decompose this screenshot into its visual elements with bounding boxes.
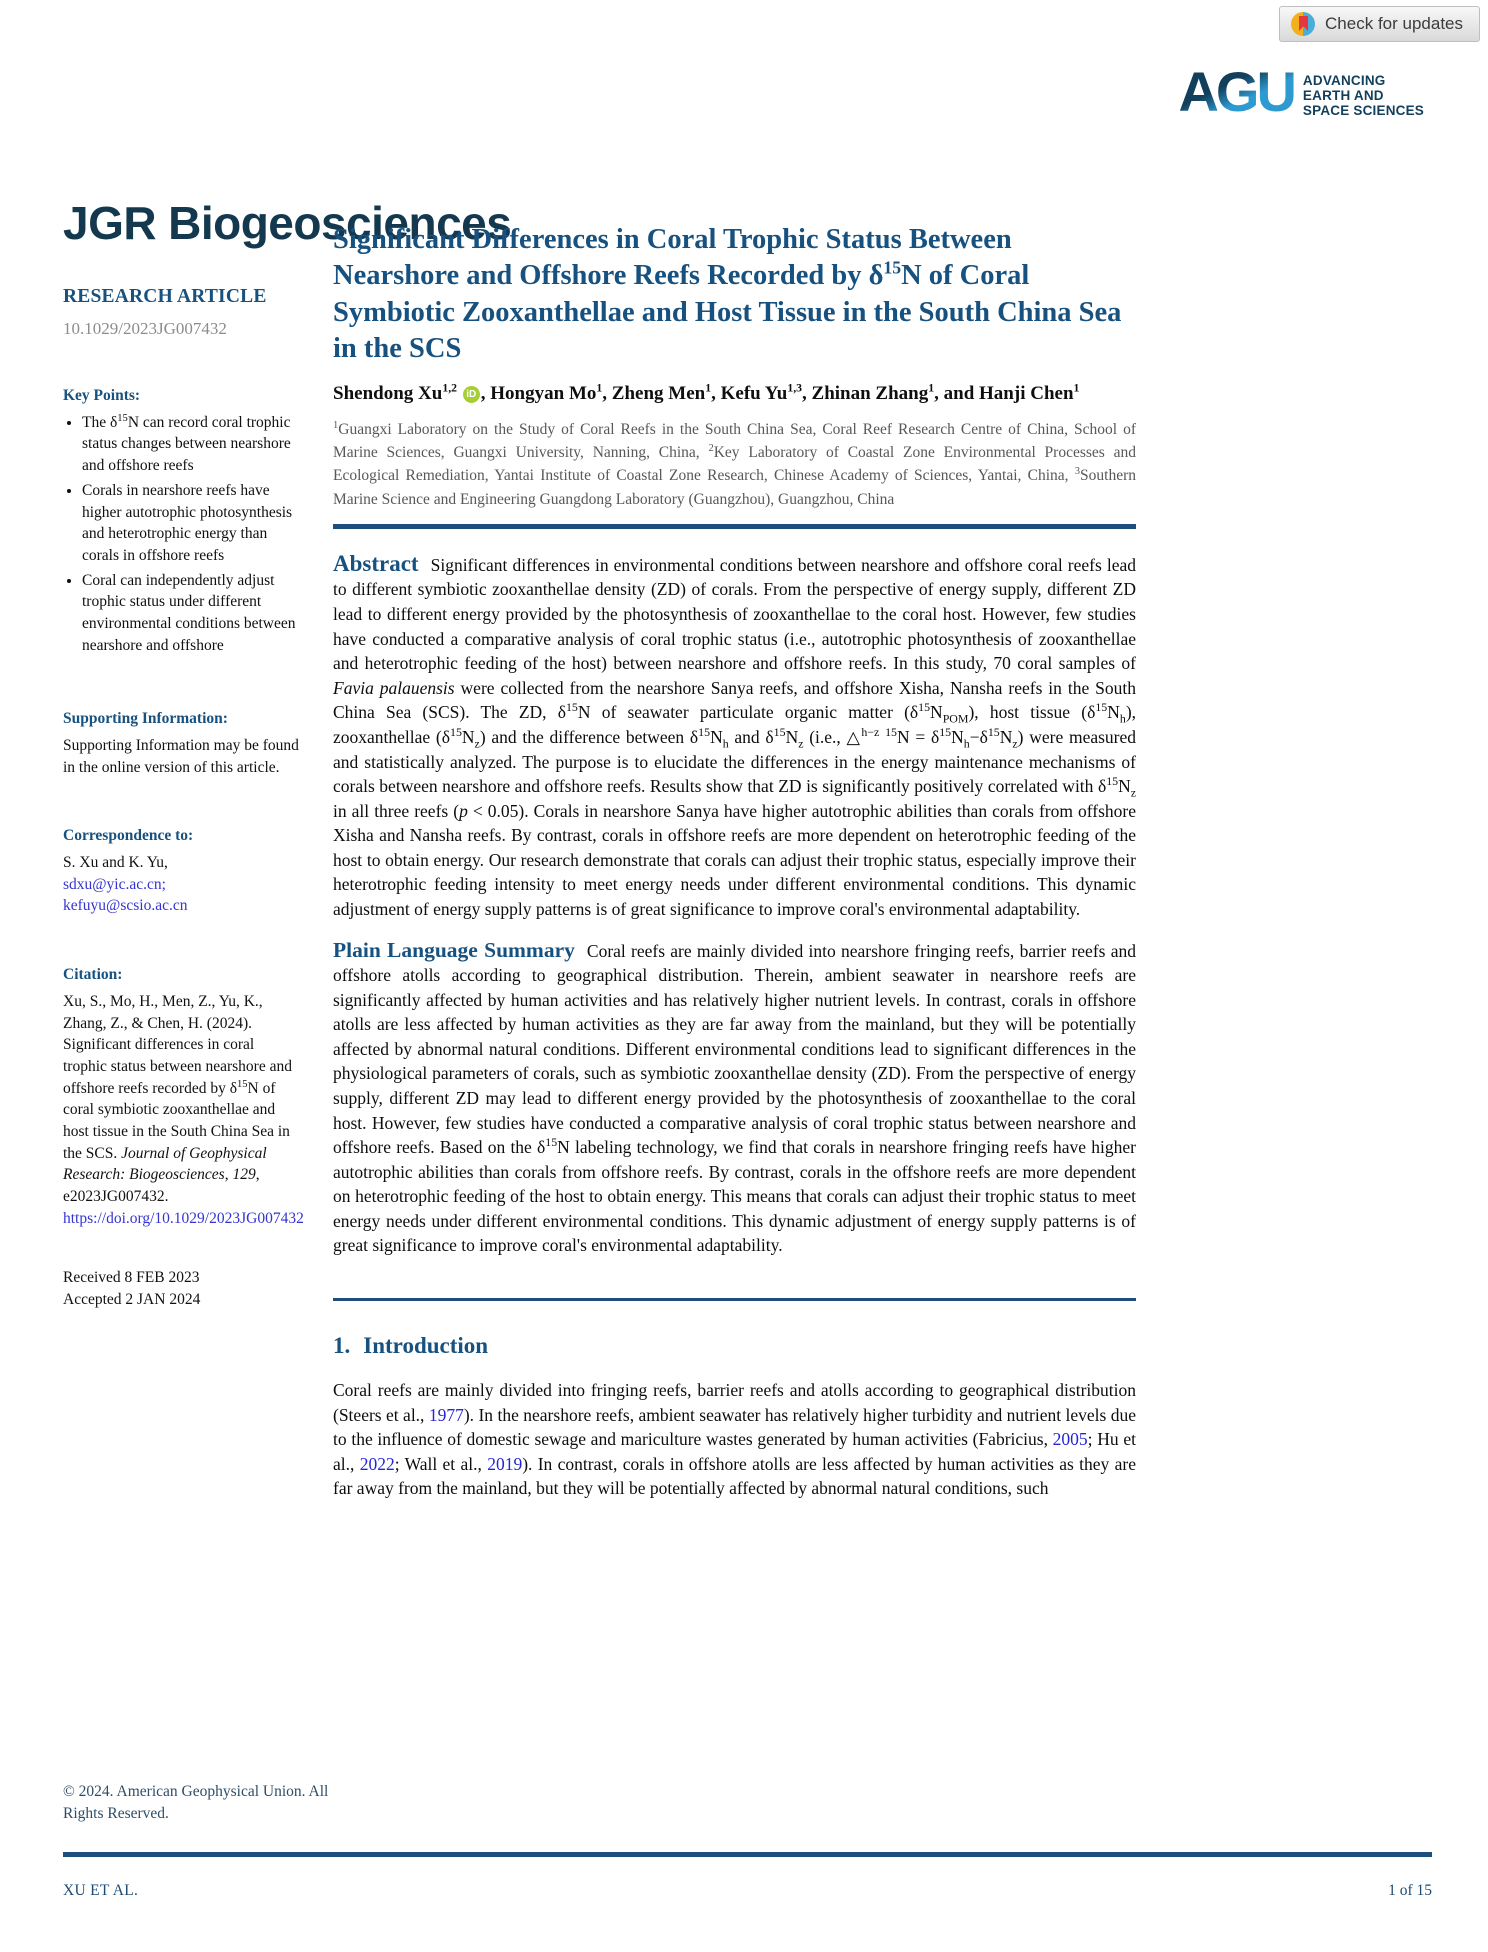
- check-for-updates-button[interactable]: [1279, 6, 1480, 42]
- abstract-paragraph: [333, 552, 1136, 922]
- crossmark-icon: [1291, 12, 1315, 36]
- agu-logo: [1178, 60, 1424, 123]
- supporting-information-text: Supporting Information may be found in the online version of this article.: [63, 737, 299, 776]
- journal-title-acronym: JGR: [63, 197, 157, 249]
- supporting-information-section: [63, 708, 301, 778]
- correspondence-section: [63, 825, 301, 917]
- key-point-item: • Corals in nearshore reefs have higher autotrophic photosynthesis and heterotrophic energy than corals in offshore reefs: [82, 480, 301, 567]
- citation-link[interactable]: 1977: [428, 1404, 464, 1425]
- key-point-item: • Coral can independently adjust trophic status under different environmental conditions between nearshore and offshore: [82, 570, 301, 657]
- citation-text: Xu, S., Mo, H., Men, Z., Yu, K., Zhang, Z., & Chen, H. (2024). Significant differences in coral trophic status between nearshore and offshore reefs recorded by $\delta^{15}N$ of coral symbiotic zooxanthellae and host tissue in the South China Sea in the SCS. Journal of Geophysical Research: Biogeosciences, 129, e2023JG007432. https://doi.org/10.1029/2023JG007432: [63, 992, 304, 1227]
- citation-link[interactable]: 2022: [359, 1453, 395, 1474]
- author-names: , Hongyan Mo$^1$, Zheng Men$^1$, Kefu Yu$^{1,3}$, Zhinan Zhang$^1$, and Hanji Chen$^1$: [480, 381, 1080, 404]
- key-points-heading: Key Points:: [63, 387, 141, 405]
- article-type-label: RESEARCH ARTICLE: [63, 286, 267, 307]
- received-date: Received 8 FEB 2023: [63, 1269, 200, 1287]
- citation-section: [63, 964, 304, 1229]
- copyright-notice: © 2024. American Geophysical Union. All Rights Reserved.: [63, 1783, 329, 1823]
- doi-link[interactable]: https://doi.org/10.1029/2023JG007432: [63, 1209, 304, 1227]
- check-for-updates-label: Check for updates: [1325, 14, 1463, 33]
- introduction-heading: [333, 1333, 1136, 1359]
- journal-title-name: Biogeosciences: [168, 197, 512, 249]
- article-doi: 10.1029/2023JG007432: [63, 319, 227, 339]
- footer-page-number: 1 of 15: [1388, 1882, 1432, 1899]
- supporting-information-heading: Supporting Information:: [63, 710, 228, 728]
- accepted-date: Accepted 2 JAN 2024: [63, 1291, 201, 1309]
- article-sidebar: [63, 283, 304, 1311]
- agu-logo-tagline: ADVANCING EARTH AND SPACE SCIENCES: [1302, 73, 1424, 119]
- email-link[interactable]: sdxu@yic.ac.cn;: [63, 875, 166, 893]
- author-name: Shendong Xu$^{1,2}$: [333, 381, 458, 404]
- introduction-section-number: 1.: [333, 1333, 351, 1359]
- citation-link[interactable]: 2019: [487, 1453, 523, 1474]
- article-main-column: [333, 222, 1136, 1501]
- footer-running-head: XU ET AL.: [63, 1882, 139, 1899]
- citation-heading: Citation:: [63, 966, 123, 984]
- email-link[interactable]: kefuyu@scsio.ac.cn: [63, 897, 188, 915]
- key-points-section: [63, 385, 301, 656]
- citation-link[interactable]: 2005: [1052, 1429, 1088, 1450]
- key-points-list: [82, 412, 301, 657]
- article-title: Significant Differences in Coral Trophic Status Between Nearshore and Offshore Reefs Recorded by $\delta^{15}N$ of Coral Symbiotic Zooxanthellae and Host Tissue in the South China Sea in the SCS: [333, 224, 1122, 365]
- section-divider: [333, 1298, 1136, 1301]
- introduction-paragraph: Coral reefs are mainly divided into fringing reefs, barrier reefs and atolls according to geographical distribution (Steers et al., 1977). In the nearshore reefs, ambient seawater has relatively higher turbidity and nutrient levels due to the influence of domestic sewage and mariculture wastes generated by human activities (Fabricius, 2005; Hu et al., 2022; Wall et al., 2019). In contrast, corals in offshore atolls are less affected by human activities as they are far away from the mainland, but they will be potentially affected by abnormal natural conditions, such: [333, 1380, 1136, 1499]
- plain-language-summary-text: Coral reefs are mainly divided into nearshore fringing reefs, barrier reefs and offshore atolls according to geographical distribution. Therein, ambient seawater in nearshore reefs are significantly affected by human activities and has relatively higher nutrient levels. In contrast, corals in offshore atolls are less affected by human activities as they are far away from the mainland, but they will be potentially affected by abnormal natural conditions. Different environmental conditions lead to significant differences in the physiological parameters of corals, such as symbiotic zooxanthellae density (ZD). From the perspective of energy supply, different ZD may lead to different energy provided by the photosynthesis of zooxanthellae to the coral host. However, few studies have conducted a comparative analysis of coral trophic status between nearshore and offshore reefs. Based on the $\delta^{15}N$ labeling technology, we find that corals in nearshore fringing reefs have higher autotrophic abilities than corals from offshore reefs. By contrast, corals in the offshore reefs are more dependent on heterotrophic feeding of the host to obtain energy. This means that corals can adjust their trophic status to meet energy needs under different environmental conditions. This dynamic adjustment of energy supply patterns is of great significance to improve coral's environmental adaptability.: [333, 940, 1136, 1256]
- agu-logo-acronym: AGU: [1178, 60, 1294, 123]
- abstract-heading: Abstract: [333, 550, 419, 576]
- introduction-section-title: Introduction: [363, 1333, 489, 1359]
- orcid-icon[interactable]: iD: [463, 386, 480, 403]
- plain-language-summary-heading: Plain Language Summary: [333, 937, 575, 962]
- correspondence-heading: Correspondence to:: [63, 827, 194, 845]
- affiliations: $^1$Guangxi Laboratory on the Study of Coral Reefs in the South China Sea, Coral Reef Research Centre of China, School of Marine Sciences, Guangxi University, Nanning, China, $^2$Key Laboratory of Coastal Zone Environmental Processes and Ecological Remediation, Yantai Institute of Coastal Zone Research, Chinese Academy of Sciences, Yantai, China, $^3$Southern Marine Science and Engineering Guangdong Laboratory (Guangzhou), Guangzhou, China: [333, 419, 1136, 508]
- key-point-item: • The $\delta^{15}N$ can record coral trophic status changes between nearshore and offshore reefs: [82, 412, 301, 477]
- author-list: [333, 383, 1136, 405]
- section-divider: [333, 524, 1136, 529]
- correspondence-names: S. Xu and K. Yu,: [63, 854, 168, 872]
- plain-language-summary-paragraph: [333, 939, 1136, 1259]
- footer-rule: [63, 1852, 1432, 1857]
- abstract-text: Significant differences in environmental conditions between nearshore and offshore coral reefs lead to different symbiotic zooxanthellae density (ZD) of corals. From the perspective of energy supply, different ZD lead to different energy provided by the photosynthesis of zooxanthellae to the coral host. However, few studies have conducted a comparative analysis of coral trophic status (i.e., autotrophic photosynthesis of zooxanthellae and heterotrophic feeding of the host) between nearshore and offshore reefs. In this study, 70 coral samples of Favia palauensis were collected from the nearshore Sanya reefs, and offshore Xisha, Nansha reefs in the South China Sea (SCS). The ZD, $\delta^{15}N$ of seawater particulate organic matter $(\delta^{15}N_{POM})$, host tissue $(\delta^{15}N_h)$, zooxanthellae $(\delta^{15}N_z)$ and the difference between $\delta^{15}N_h$ and $\delta^{15}N_z$ (i.e., △$^{h-z}$ $^{15}N = \delta^{15}N_h-\delta^{15}N_z$) were measured and statistically analyzed. The purpose is to elucidate the differences in the energy maintenance mechanisms of corals between nearshore and offshore reefs. Results show that ZD is significantly positively correlated with $\delta^{15}N_z$ in all three reefs (p < 0.05). Corals in nearshore Sanya have higher autotrophic abilities than corals from offshore Xisha and Nansha reefs. By contrast, corals in offshore reefs are more dependent on heterotrophic feeding of the host to obtain energy. Our research demonstrate that corals can adjust their trophic status, especially improve their heterotrophic feeding intensity to meet energy needs under different environmental conditions. This dynamic adjustment of energy supply patterns is of great significance to improve coral's environmental adaptability.: [333, 554, 1137, 919]
